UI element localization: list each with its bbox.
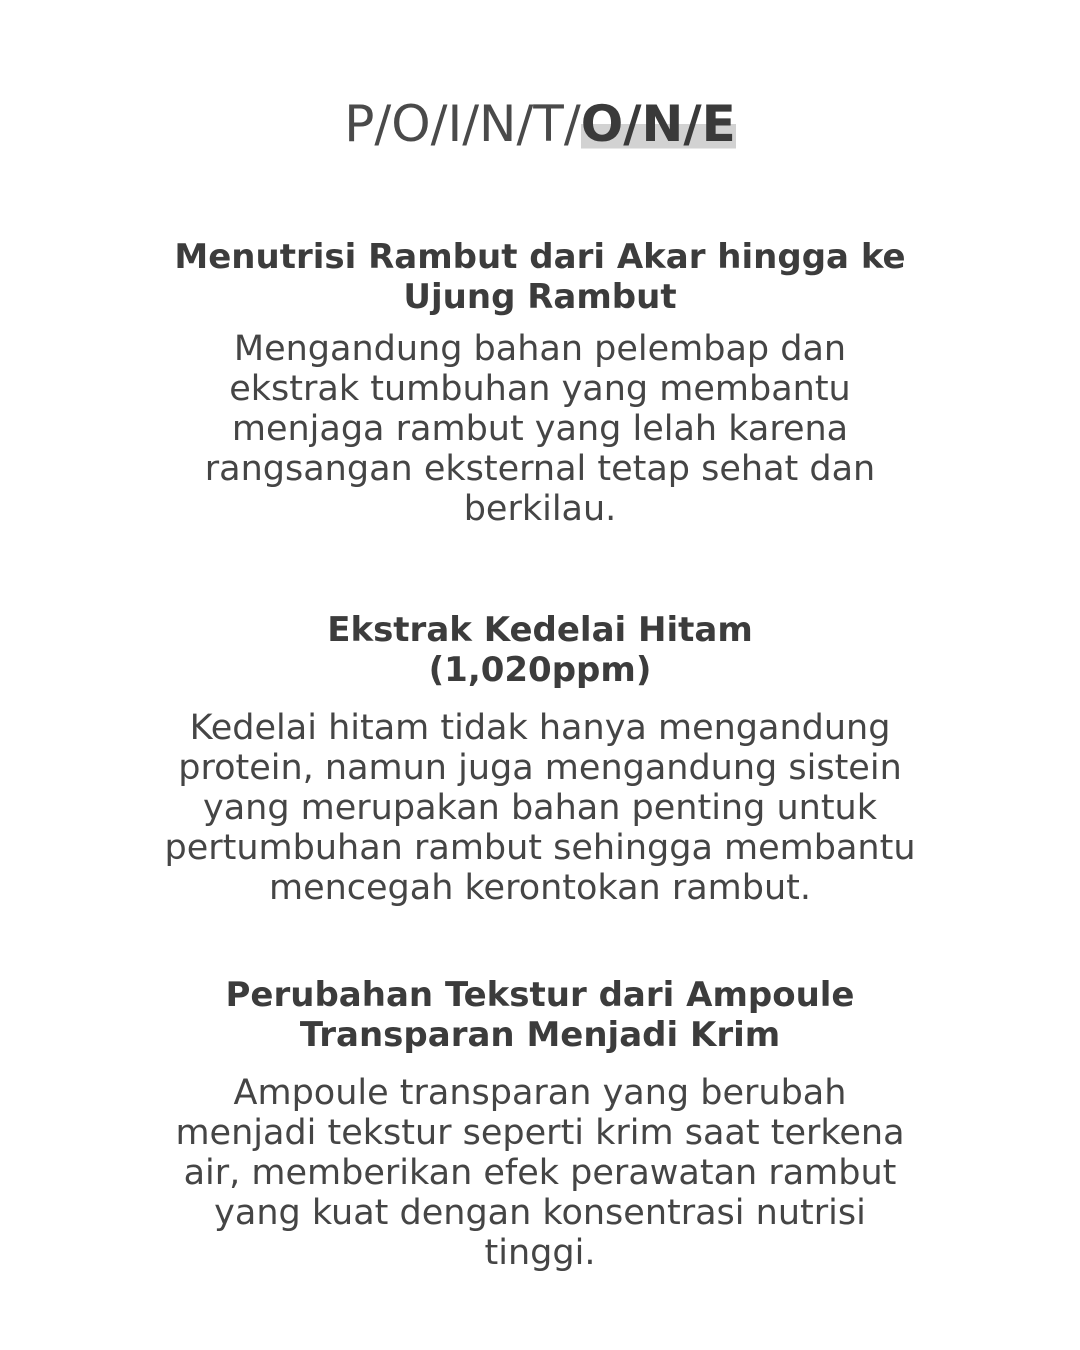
feature-description: Kedelai hitam tidak hanya mengandung protein, namun juga mengandung sistein yang merupakan bahan penting untuk pertumbuhan rambut sehingga membantu mencegah kerontokan rambut.: [164, 708, 916, 908]
feature-description: Ampoule transparan yang berubah menjadi tekstur seperti krim saat terkena air, memberikan efek perawatan rambut yang kuat dengan konsentrasi nutrisi tinggi.: [175, 1073, 905, 1273]
feature-title: Ekstrak Kedelai Hitam (1,020ppm): [327, 610, 753, 690]
feature-section-black-soybean: [0, 610, 1080, 908]
feature-section-texture: [0, 975, 1080, 1273]
feature-section-nutrition: [0, 237, 1080, 529]
feature-title: Perubahan Tekstur dari Ampoule Transparan Menjadi Krim: [225, 975, 855, 1055]
feature-title: Menutrisi Rambut dari Akar hingga ke Ujung Rambut: [174, 237, 906, 317]
feature-description: Mengandung bahan pelembap dan ekstrak tumbuhan yang membantu menjaga rambut yang lelah karena rangsangan eksternal tetap sehat dan berkilau.: [204, 329, 876, 529]
heading-highlight: O/N/E: [580, 95, 736, 153]
heading-prefix: P/O/I/N/T/: [344, 95, 581, 153]
point-one-heading: [0, 92, 1080, 156]
